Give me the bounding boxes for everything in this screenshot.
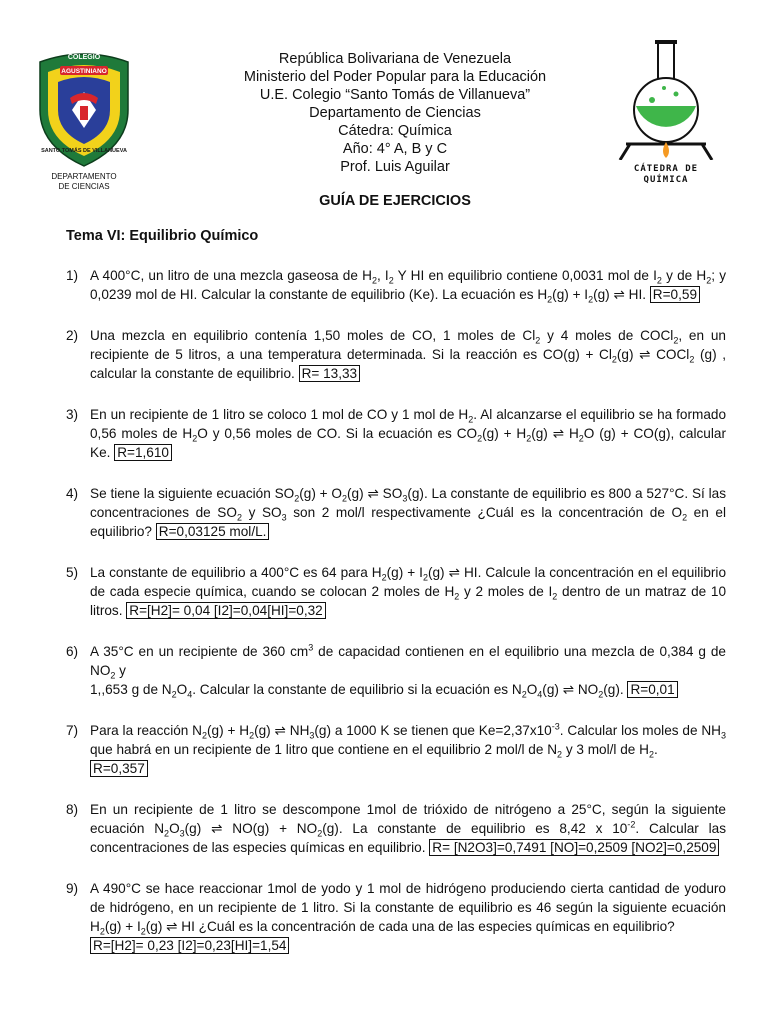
exercise-number: 9): [66, 881, 79, 896]
header-line-teacher: Prof. Luis Aguilar: [340, 159, 450, 175]
exercise-6: 6) A 35°C en un recipiente de 360 $cm^3$ de capacidad contienen en el equilibrio una mezcla de 0,384 g de $NO_2$ y 1,,653 g de $N_2O_4$. Calcular la constante de equilibrio si la ecuación es $N_2O_4(g)$ ⇌ $NO_2(g)$. R=0,01: [66, 642, 726, 700]
answer-box: R=0,01: [627, 681, 677, 698]
exercise-8: 8) En un recipiente de 1 litro se descompone 1mol de trióxido de nitrógeno a 25°C, según la siguiente ecuación $N_2O_3(g)$ ⇌ $NO(g) + NO_2(g)$. La constante de equilibrio es 8,42 x $10^{-2}$. Calcular las concentraciones de las especies químicas en equilibrio. R= [N2O3]=0,7491 [NO]=0,2509 [NO2]=0,2509: [66, 802, 726, 855]
exercise-number: 4): [66, 486, 79, 501]
logo-caption: [30, 172, 138, 192]
page-title: GUÍA DE EJERCICIOS: [319, 193, 471, 209]
header-line-grade: Año: 4° A, B y C: [342, 141, 448, 157]
exercise-number: 7): [66, 723, 79, 738]
exercise-number: 2): [66, 328, 79, 343]
answer-box: R=0,357: [90, 760, 148, 777]
exercise-9: 9) A 490°C se hace reaccionar 1mol de yodo y 1 mol de hidrógeno produciendo cierta cantidad de yoduro de hidrógeno, en un recipiente de 1 litro. Si la constante de equilibrio es 46 según la siguiente ecuación $H_2(g) + I_2(g)$ ⇌ HI ¿Cuál es la concentración de cada una de las especies químicas en equilibrio? R=[H2]= 0,23 [I2]=0,23[HI]=1,54: [66, 881, 726, 953]
answer-box: R=[H2]= 0,04 [I2]=0,04[HI]=0,32: [126, 602, 325, 619]
flask-icon: [606, 36, 726, 160]
exercise-number: 8): [66, 802, 79, 817]
logo-caption-line2: DE CIENCIAS: [58, 182, 110, 191]
exercise-3: 3) En un recipiente de 1 litro se coloco 1 mol de CO y 1 mol de $H_2$. Al alcanzarse el equilibrio se ha formado 0,56 moles de $H_2O$ y 0,56 moles de CO. Si la ecuación es $CO_2(g) + H_2(g)$ ⇌ $H_2O$ (g) + CO(g), calcular Ke. R=1,610: [66, 407, 727, 460]
header-line-country: República Bolivariana de Venezuela: [278, 51, 512, 67]
exercise-number: 5): [66, 565, 79, 580]
answer-box: R=0,59: [650, 286, 700, 303]
exercise-1: 1) A 400°C, un litro de una mezcla gaseosa de $H_2$, $I_2$ Y HI en equilibrio contiene 0,0031 mol de $I_2$ y de $H_2$; y 0,0239 mol de HI. Calcular la constante de equilibrio (Ke). La ecuación es $H_2(g) + I_2(g)$ ⇌ HI. R=0,59: [66, 268, 726, 305]
header-line-subject: Cátedra: Química: [338, 123, 452, 139]
logo-caption-line1: DEPARTAMENTO: [51, 172, 117, 181]
answer-box: R=1,610: [114, 444, 172, 461]
answer-box: R=0,03125 mol/L.: [156, 523, 270, 540]
answer-box: R= 13,33: [299, 365, 361, 382]
exercise-number: 1): [66, 268, 79, 283]
exercise-number: 3): [66, 407, 79, 422]
crest-ribbon-text: AGUSTINIANO: [61, 68, 107, 75]
topic-heading: Tema VI: Equilibrio Químico: [66, 228, 259, 244]
crest-top-text: COLEGIO: [67, 54, 101, 61]
answer-box: R=[H2]= 0,23 [I2]=0,23[HI]=1,54: [90, 937, 289, 954]
header-line-department: Departamento de Ciencias: [309, 105, 481, 121]
crest-ring-text: SANTO TOMÁS DE VILLANUEVA: [41, 148, 127, 154]
header-line-school: U.E. Colegio “Santo Tomás de Villanueva”: [259, 87, 531, 103]
exercise-number: 6): [66, 644, 79, 659]
exercise-2: 2) Una mezcla en equilibrio contenía 1,50 moles de CO, 1 moles de $Cl_2$ y 4 moles de COCl$_2$, en un recipiente de 5 litros, a una temperatura determinada. Si la reacción es $CO(g) + Cl_2(g)$ ⇌ COCl$_2$ (g) , calcular la constante de equilibrio. R= 13,33: [66, 328, 726, 381]
document-header: [180, 50, 610, 176]
chemistry-caption: [606, 164, 726, 186]
school-crest-icon: [30, 48, 138, 170]
chemistry-logo: [606, 36, 726, 196]
answer-box: R= [N2O3]=0,7491 [NO]=0,2509 [NO2]=0,2509: [429, 839, 719, 856]
exercise-7: 7) Para la reacción $N_2(g) + H_2(g)$ ⇌ $NH_3(g)$ a 1000 K se tienen que $Ke=2,37x10^{-3}$. Calcular los moles de $NH_3$ que habrá en un recipiente de 1 litro que contiene en el equilibrio 2 mol/l de $N_2$ y 3 mol/l de $H_2$. R=0,357: [66, 721, 726, 776]
header-line-ministry: Ministerio del Poder Popular para la Educación: [243, 69, 547, 85]
exercise-4: 4) Se tiene la siguiente ecuación $SO_2(g) + O_2(g)$ ⇌ $SO_3(g)$. La constante de equilibrio es 800 a 527°C. Sí las concentraciones de $SO_2$ y $SO_3$ son 2 mol/l respectivamente ¿Cuál es la concentración de $O_2$ en el equilibrio? R=0,03125 mol/L.: [66, 486, 726, 539]
school-logo: [30, 48, 138, 196]
exercise-5: 5) La constante de equilibrio a 400°C es 64 para $H_2(g) + I_2(g)$ ⇌ HI. Calcule la concentración en el equilibrio de cada especie química, cuando se colocan 2 moles de $H_2$ y 2 moles de $I_2$ dentro de un matraz de 10 litros. R=[H2]= 0,04 [I2]=0,04[HI]=0,32: [66, 565, 727, 618]
exercise-list: [66, 266, 726, 977]
chemistry-caption-line1: CÁTEDRA DE: [633, 164, 699, 174]
chemistry-caption-line2: QUÍMICA: [643, 175, 689, 185]
